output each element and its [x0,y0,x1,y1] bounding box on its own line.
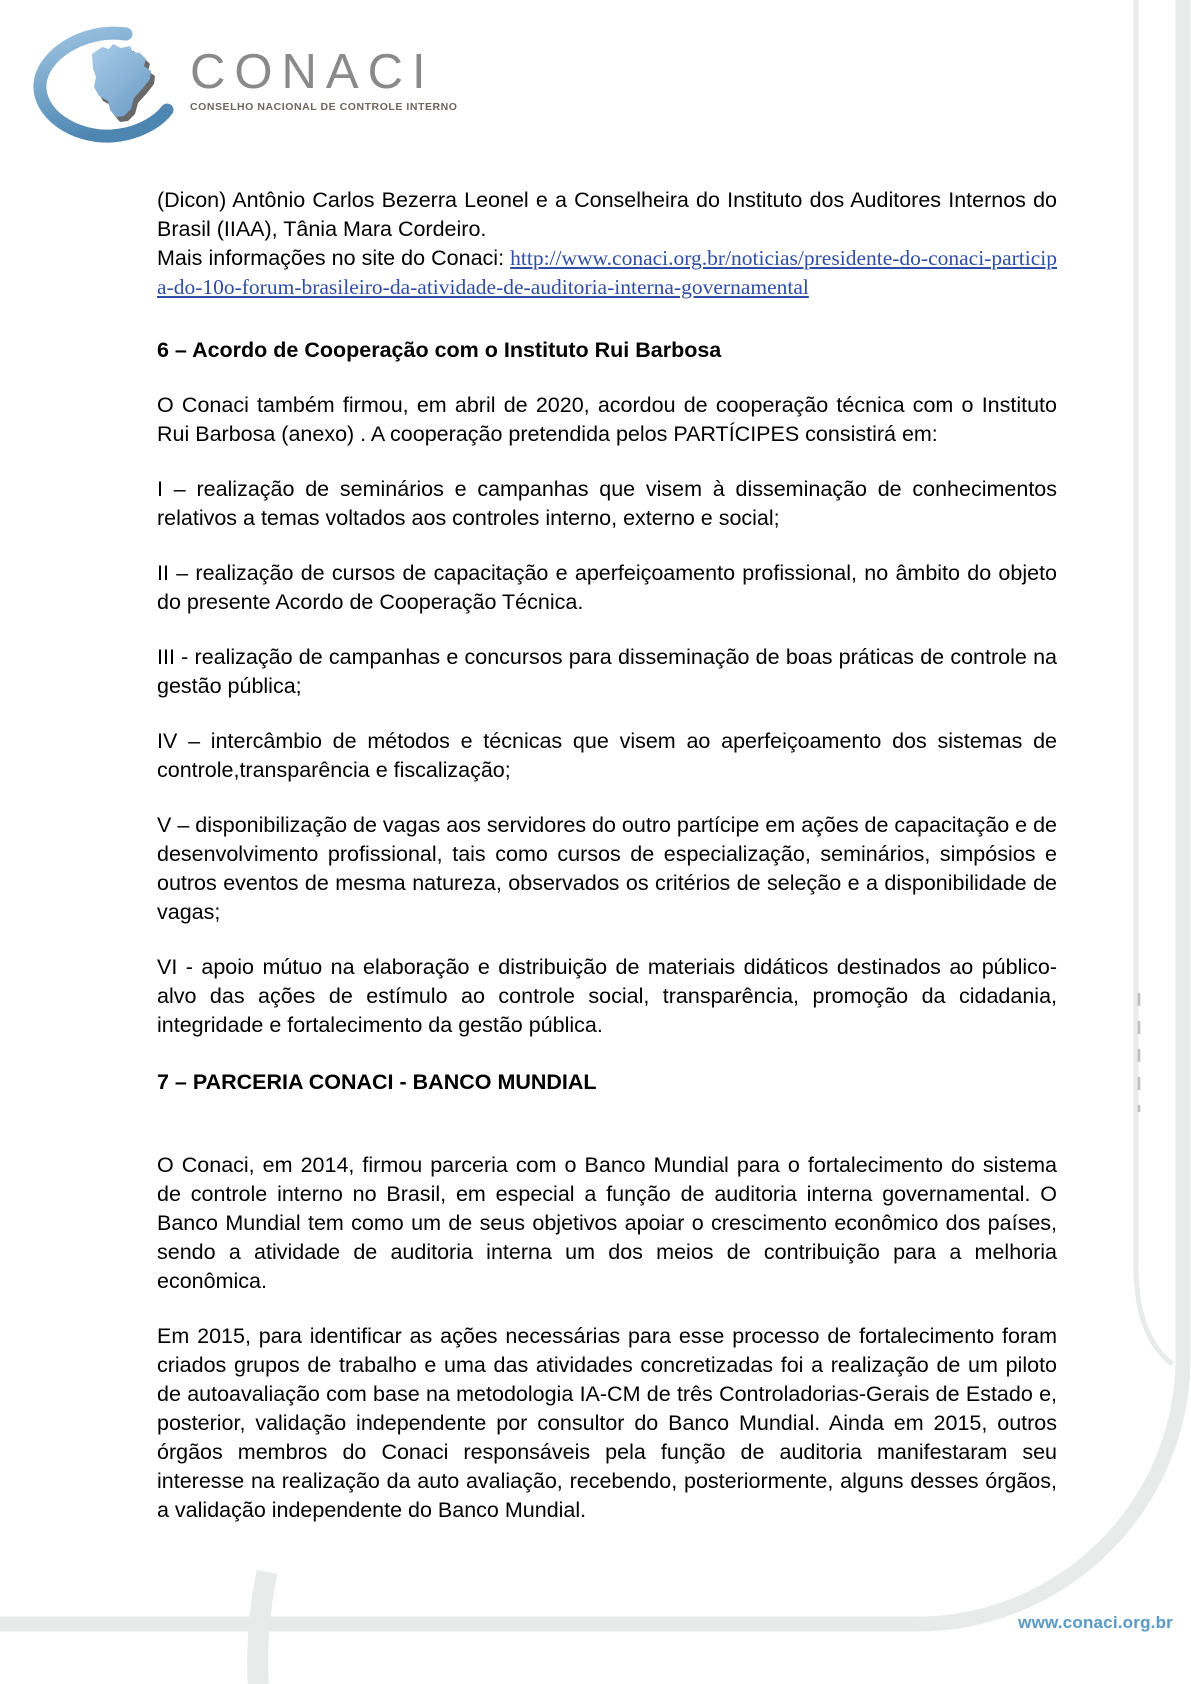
section7-heading: 7 – PARCERIA CONACI - BANCO MUNDIAL [157,1070,597,1094]
cooperation-item: III - realização de campanhas e concursos para disseminação de boas práticas de controle na gestão pública; [157,645,1057,698]
more-info-label: Mais informações no site do Conaci: [157,246,511,270]
section7-paragraph-2015: Em 2015, para identificar as ações necessárias para esse processo de fortalecimento foram criados grupos de trabalho e uma das atividades concretizadas foi a realização de um piloto de autoavaliação com base na metodologia IA-CM de três Controladorias-Gerais de Estado e, posterior, validação independente por consultor do Banco Mundial. Ainda em 2015, outros órgãos membros do Conaci responsáveis pela função de auditoria manifestaram seu interesse na realização da auto avaliação, recebendo, posteriormente, alguns desses órgãos, a validação independente do Banco Mundial. [157,1324,1057,1522]
document-content [157,186,1057,1525]
brazil-map-icon [92,44,151,117]
cooperation-item: VI - apoio mútuo na elaboração e distribuição de materiais didáticos destinados ao público-alvo das ações de estímulo ao controle social, transparência, promoção da cidadania, integridade e fortalecimento da gestão pública. [157,955,1057,1037]
section7-paragraph-2014: O Conaci, em 2014, firmou parceria com o Banco Mundial para o fortalecimento do sistema de controle interno no Brasil, em especial a função de auditoria interna governamental. O Banco Mundial tem como um de seus objetivos apoiar o crescimento econômico dos países, sendo a atividade de auditoria interna um dos meios de contribuição para a melhoria econômica. [157,1153,1057,1293]
logo-brand: CONACI [190,45,435,99]
footer-cross-bar [258,1572,267,1684]
letterhead-frame-inner [1136,0,1172,1364]
conaci-logo-mark-icon [30,22,180,144]
section6-items [157,475,1057,1040]
cooperation-item: V – disponibilização de vagas aos servidores do outro partícipe em ações de capacitação e de desenvolvimento profissional, tais como cursos de especialização, seminários, simpósios e outros eventos de mesma natureza, observados os critérios de seleção e a disponibilidade de vagas; [157,813,1057,924]
cooperation-item: II – realização de cursos de capacitação e aperfeiçoamento profissional, no âmbito do objeto do presente Acordo de Cooperação Técnica. [157,561,1057,614]
section6-paragraph: O Conaci também firmou, em abril de 2020, acordou de cooperação técnica com o Instituto Rui Barbosa (anexo) . A cooperação pretendida pelos PARTÍCIPES consistirá em: [157,393,1057,446]
intro-paragraph: (Dicon) Antônio Carlos Bezerra Leonel e a Conselheira do Instituto dos Auditores Internos do Brasil (IIAA), Tânia Mara Cordeiro. [157,188,1057,241]
conaci-logo [30,22,458,144]
section6-heading: 6 – Acordo de Cooperação com o Instituto Rui Barbosa [157,338,722,362]
logo-tagline: CONSELHO NACIONAL DE CONTROLE INTERNO [190,101,458,113]
more-info-paragraph [157,244,1057,302]
cooperation-item: IV – intercâmbio de métodos e técnicas que visem ao aperfeiçoamento dos sistemas de controle,transparência e fiscalização; [157,729,1057,782]
news-link[interactable]: http://www.conaci.org.br/noticias/presidente-do-conaci-participa-do-10o-forum-brasileiro-da-atividade-de-auditoria-interna-governamental [157,246,1057,299]
footer-website-url: www.conaci.org.br [1018,1613,1173,1632]
cooperation-item: I – realização de seminários e campanhas que visem à disseminação de conhecimentos relativos a temas voltados aos controles interno, externo e social; [157,477,1057,530]
logo-text-block [190,45,458,113]
